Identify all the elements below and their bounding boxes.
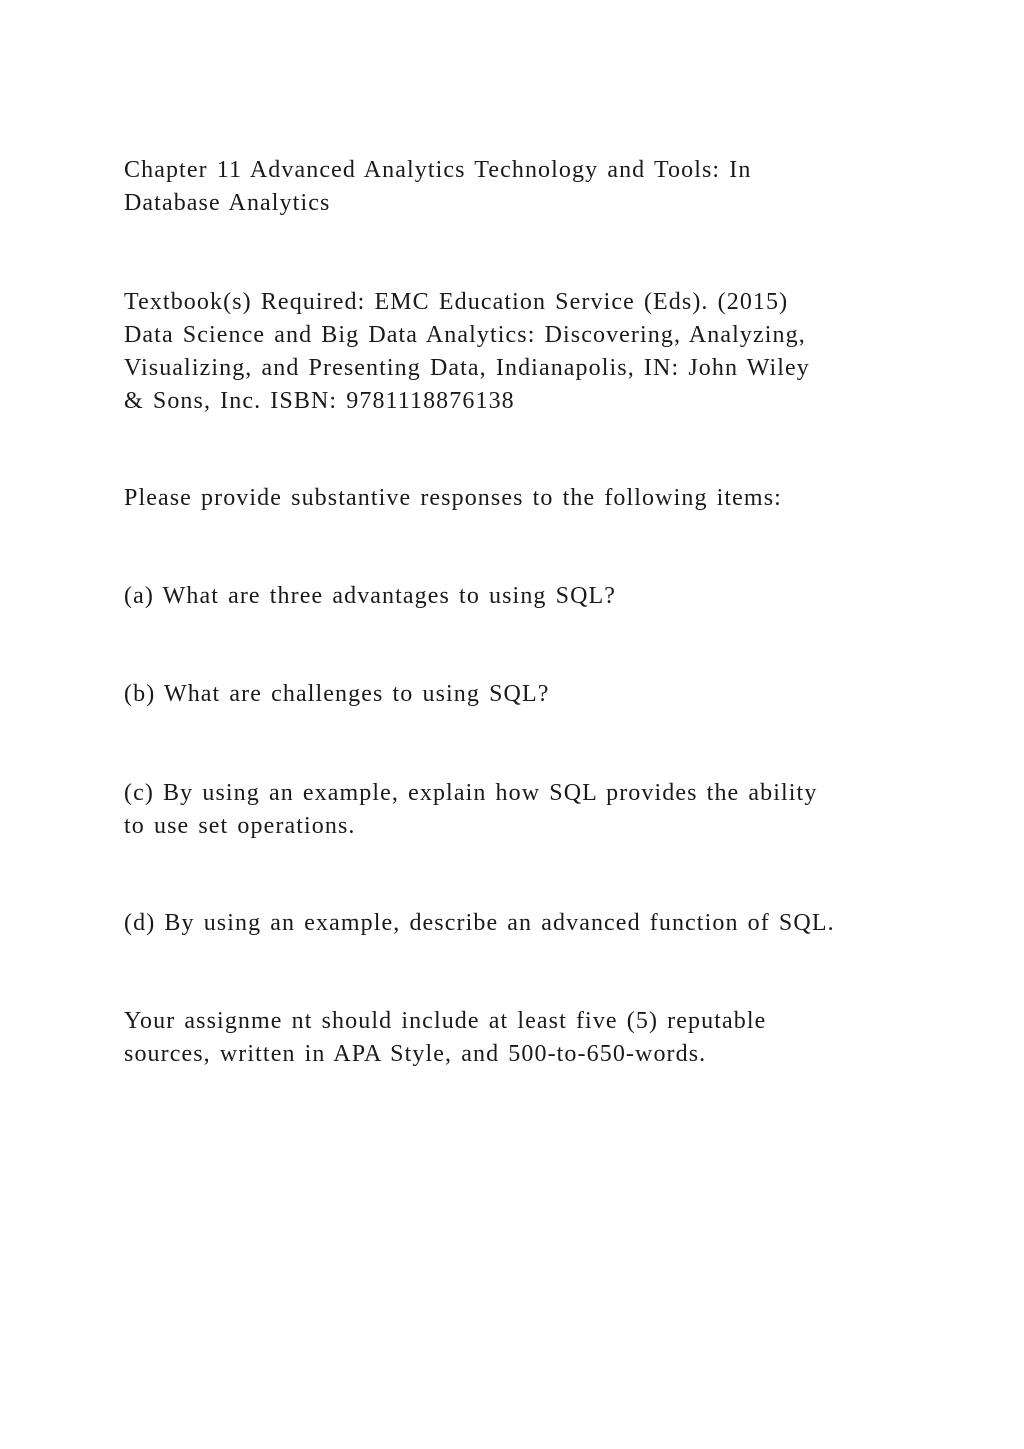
- text-line: Database Analytics: [124, 190, 331, 216]
- question-a: [124, 580, 914, 613]
- text-line: (b) What are challenges to using SQL?: [124, 681, 550, 707]
- text-line: Visualizing, and Presenting Data, Indianapolis, IN: John Wiley: [124, 355, 810, 381]
- text-line: Please provide substantive responses to the following items:: [124, 485, 782, 511]
- question-d: [124, 907, 914, 940]
- assignment-requirements: [124, 1005, 914, 1071]
- question-c: [124, 777, 914, 843]
- text-line: Textbook(s) Required: EMC Education Service (Eds). (2015): [124, 289, 789, 315]
- text-line: to use set operations.: [124, 813, 356, 839]
- instructions-intro: [124, 482, 914, 515]
- text-line: & Sons, Inc. ISBN: 9781118876138: [124, 388, 515, 414]
- textbook-reference: [124, 286, 914, 418]
- text-line: Your assignme nt should include at least five (5) reputable: [124, 1008, 767, 1034]
- text-line: (a) What are three advantages to using SQL?: [124, 583, 617, 609]
- text-line: Chapter 11 Advanced Analytics Technology and Tools: In: [124, 157, 752, 183]
- text-line: sources, written in APA Style, and 500-to-650-words.: [124, 1041, 707, 1067]
- text-line: (d) By using an example, describe an advanced function of SQL.: [124, 910, 835, 936]
- text-line: Data Science and Big Data Analytics: Discovering, Analyzing,: [124, 322, 806, 348]
- text-line: (c) By using an example, explain how SQL provides the ability: [124, 780, 818, 806]
- chapter-title: [124, 154, 914, 220]
- question-b: [124, 678, 914, 711]
